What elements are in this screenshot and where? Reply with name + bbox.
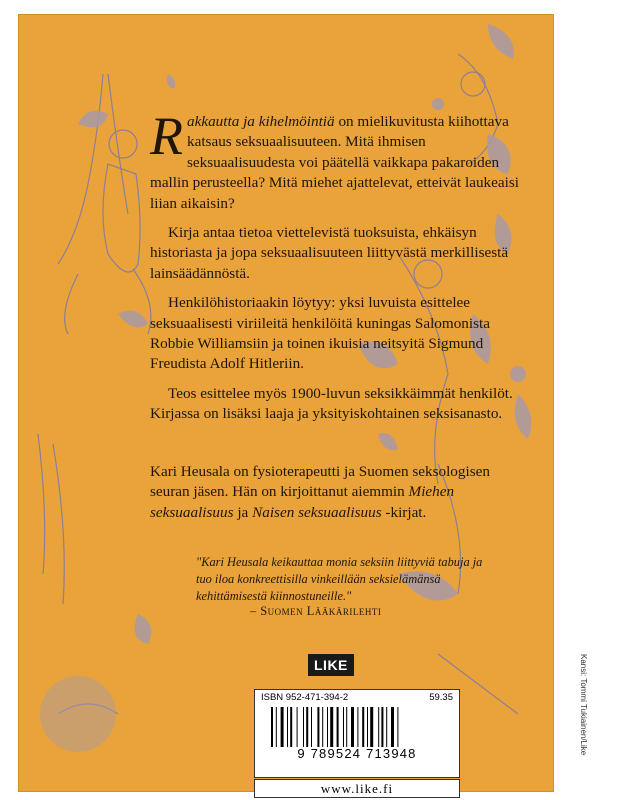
barcode-bars bbox=[271, 707, 443, 747]
previous-book-title-2: Naisen seksuaalisuus bbox=[252, 503, 382, 521]
blurb-paragraph-1-rest: on mielikuvitusta kiihottava katsaus seksuaalisuuteen. Mitä ihmisen seksuaalisuudesta voi päätellä vaikkapa pakaroiden mallin perusteella? Mitä miehet ajattelevat, etteivät laukeaisi liian aikaisin? bbox=[150, 113, 519, 212]
drop-cap: R bbox=[150, 106, 183, 166]
cover-credit bbox=[578, 654, 590, 794]
review-quote: "Kari Heusala keikauttaa monia seksiin liittyviä tabuja ja tuo iloa konkreettisilla vinkeillään seksielämänsä kehittämisestä kiinnostuneille." bbox=[196, 555, 483, 603]
price-code: 59.35 bbox=[429, 692, 453, 703]
barcode-label bbox=[254, 689, 460, 778]
website-url: www.like.fi bbox=[254, 779, 460, 798]
blurb-paragraph-2: Kirja antaa tietoa viettelevistä tuoksuista, ehkäisyn historiasta ja jopa seksuaalisuuteen liittyvästä merkillisestä lainsäädännöstä. bbox=[150, 224, 509, 282]
blurb-paragraph-1 bbox=[150, 106, 520, 214]
publisher-logo: LIKE bbox=[308, 654, 354, 676]
cover-credit-text: Kansi: Tommi Tukiainen/Like bbox=[579, 654, 588, 756]
back-cover bbox=[18, 14, 588, 796]
author-bio-connector: ja bbox=[233, 503, 253, 521]
isbn-text: ISBN 952-471-394-2 bbox=[261, 692, 349, 703]
blurb-paragraph-3: Henkilöhistoriaakin löytyy: yksi luvuista esittelee seksuaalisesti viriileitä henkilöitä kuningas Salomonista Robbie Williamsiin ja toinen ikuisia neitsyitä Sigmund Freudista Adolf Hitleriin. bbox=[150, 294, 490, 373]
author-bio-text: Kari Heusala on fysioterapeutti ja Suomen seksologisen seuran jäsen. Hän on kirjoittanut aiemmin bbox=[150, 463, 490, 501]
book-title-italic: akkautta ja kihelmöintiä bbox=[187, 113, 335, 130]
author-bio bbox=[150, 462, 530, 523]
previous-book-title-1: Miehen seksuaalisuus bbox=[150, 483, 455, 521]
review-source: – Suomen Lääkärilehti bbox=[250, 604, 382, 618]
blurb-text bbox=[150, 106, 520, 434]
barcode-digits: 9 789524 713948 bbox=[297, 746, 417, 761]
blurb-paragraph-4: Teos esittelee myös 1900-luvun seksikkäimmät henkilöt. Kirjassa on lisäksi laaja ja yksityiskohtainen seksisanasto. bbox=[150, 384, 513, 423]
author-bio-ending: -kirjat. bbox=[381, 503, 427, 521]
